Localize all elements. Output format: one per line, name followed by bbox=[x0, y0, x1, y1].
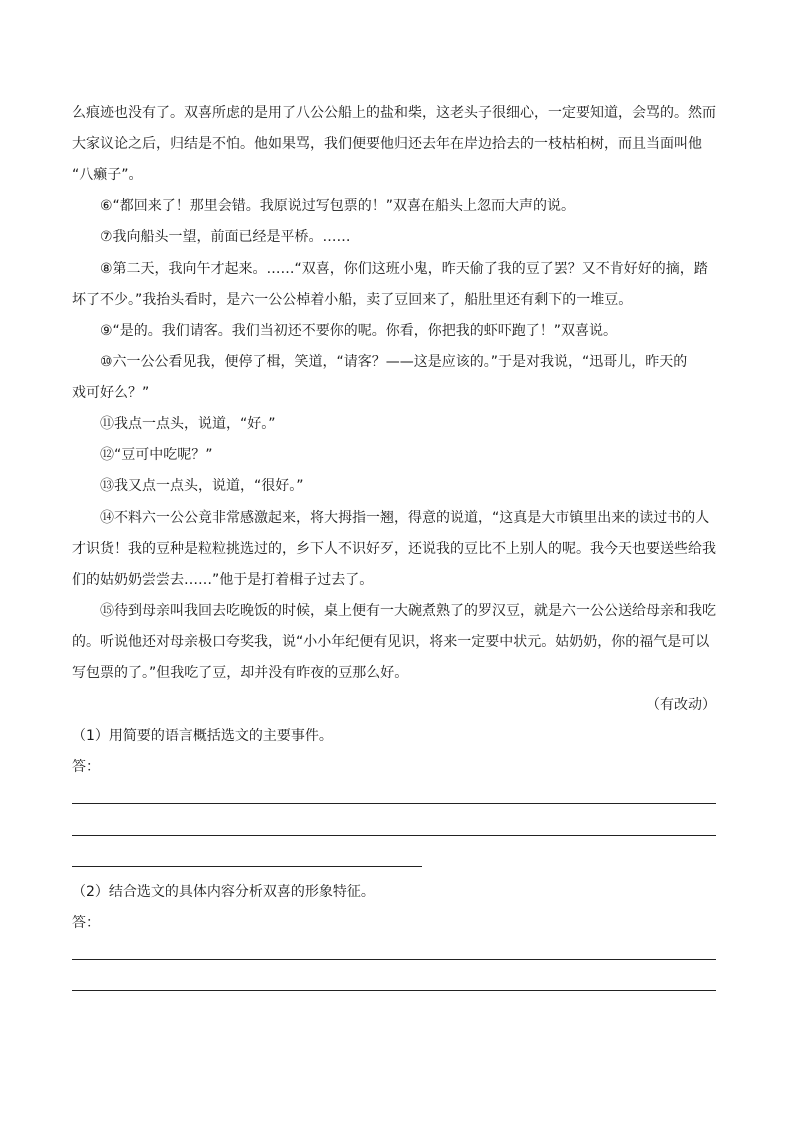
answer-line[interactable] bbox=[72, 866, 422, 867]
question-1-prompt: （1）用简要的语言概括选文的主要事件。 bbox=[72, 728, 333, 744]
passage-line: 坏了不少。”我抬头看时，是六一公公棹着小船，卖了豆回来了，船肚里还有剩下的一堆豆。 bbox=[72, 292, 633, 308]
passage-paragraph-11: ⑪我点一点头，说道，“好。” bbox=[100, 416, 276, 432]
answer-line[interactable] bbox=[72, 835, 716, 836]
answer-line[interactable] bbox=[72, 990, 716, 991]
question-2-answer-label: 答： bbox=[72, 915, 100, 931]
passage-line: 才识货！我的豆种是粒粒挑选过的，乡下人不识好歹，还说我的豆比不上别人的呢。我今天也要送些给我 bbox=[72, 541, 716, 557]
passage-paragraph-9: ⑨“是的。我们请客。我们当初还不要你的呢。你看，你把我的虾吓跑了！”双喜说。 bbox=[100, 323, 618, 339]
passage-paragraph-13: ⑬我又点一点头，说道，“很好。” bbox=[100, 478, 304, 494]
passage-paragraph-12: ⑫“豆可中吃呢？” bbox=[100, 447, 213, 463]
passage-line: “八癞子”。 bbox=[72, 167, 143, 183]
passage-paragraph-6: ⑥“都回来了！那里会错。我原说过写包票的！”双喜在船头上忽而大声的说。 bbox=[100, 198, 576, 214]
passage-paragraph-10: ⑩六一公公看见我，便停了楫，笑道，“请客？——这是应该的。”于是对我说，“迅哥儿，昨天的 bbox=[100, 354, 688, 370]
question-1-answer-label: 答： bbox=[72, 759, 100, 775]
source-note: （有改动） bbox=[646, 697, 716, 713]
answer-line[interactable] bbox=[72, 803, 716, 804]
passage-paragraph-15: ⑮待到母亲叫我回去吃晚饭的时候，桌上便有一大碗煮熟了的罗汉豆，就是六一公公送给母亲和我吃 bbox=[100, 603, 716, 619]
passage-paragraph-8: ⑧第二天，我向午才起来。……“双喜，你们这班小鬼，昨天偷了我的豆了罢？又不肯好好的摘，踏 bbox=[100, 261, 708, 277]
passage-line: 的。听说他还对母亲极口夸奖我，说“小小年纪便有见识，将来一定要中状元。姑奶奶，你的福气是可以 bbox=[72, 634, 710, 650]
passage-paragraph-7: ⑦我向船头一望，前面已经是平桥。…… bbox=[100, 229, 351, 245]
question-2-prompt: （2）结合选文的具体内容分析双喜的形象特征。 bbox=[72, 884, 375, 900]
passage-line: 大家议论之后，归结是不怕。他如果骂，我们便要他归还去年在岸边拾去的一枝枯桕树，而且当面叫他 bbox=[72, 136, 702, 152]
passage-line: 写包票的了。”但我吃了豆，却并没有昨夜的豆那么好。 bbox=[72, 665, 409, 681]
passage-line: 么痕迹也没有了。双喜所虑的是用了八公公船上的盐和柴，这老头子很细心，一定要知道，会骂的。然而 bbox=[72, 105, 716, 121]
passage-paragraph-14: ⑭不料六一公公竟非常感激起来，将大拇指一翘，得意的说道，“这真是大市镇里出来的读过书的人 bbox=[100, 510, 710, 526]
answer-line[interactable] bbox=[72, 959, 716, 960]
passage-line: 们的姑奶奶尝尝去……”他于是打着楫子过去了。 bbox=[72, 572, 374, 588]
passage-line: 戏可好么？” bbox=[72, 385, 150, 401]
